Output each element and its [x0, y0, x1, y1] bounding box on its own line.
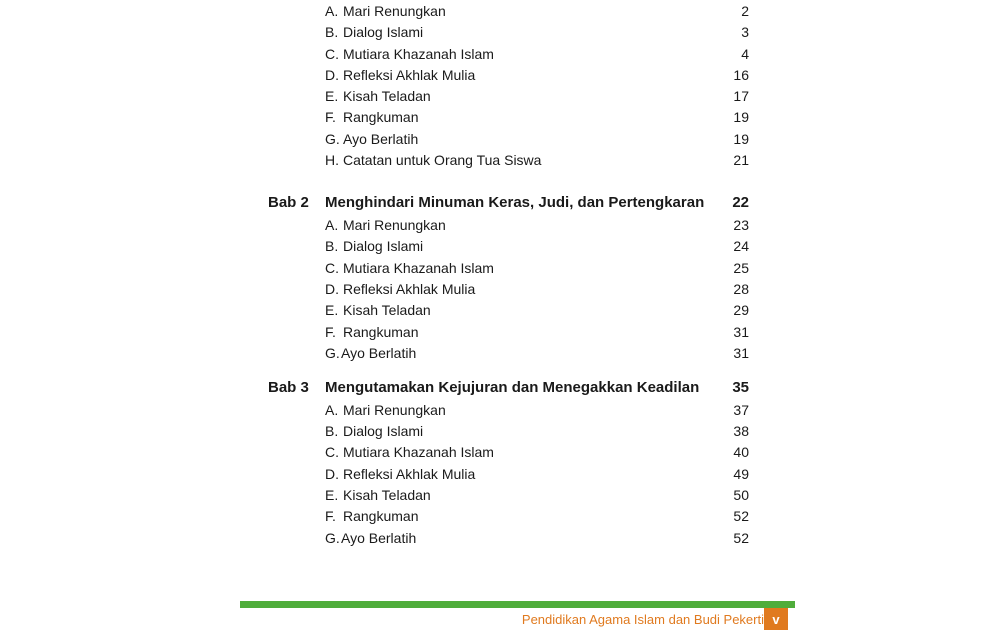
toc-item[interactable]: [0, 299, 1000, 321]
item-letter: G.: [325, 345, 340, 361]
item-title: Refleksi Akhlak Mulia: [343, 466, 476, 482]
item-letter: B.: [325, 24, 339, 40]
item-page: 37: [733, 402, 749, 418]
item-page: 16: [733, 67, 749, 83]
item-page: 19: [733, 109, 749, 125]
item-title: Mutiara Khazanah Islam: [343, 260, 494, 276]
item-letter: G.: [325, 131, 340, 147]
item-letter: E.: [325, 88, 339, 104]
toc-item[interactable]: [0, 85, 1000, 107]
toc-item[interactable]: [0, 321, 1000, 343]
toc-item[interactable]: [0, 420, 1000, 442]
item-title: Catatan untuk Orang Tua Siswa: [343, 152, 542, 168]
toc-item[interactable]: [0, 0, 1000, 22]
toc-item[interactable]: [0, 463, 1000, 485]
chapter-title: Mengutamakan Kejujuran dan Menegakkan Keadilan: [325, 379, 700, 396]
item-letter: B.: [325, 238, 339, 254]
item-page: 28: [733, 281, 749, 297]
item-letter: F.: [325, 109, 336, 125]
item-page: 23: [733, 217, 749, 233]
item-page: 19: [733, 131, 749, 147]
toc-item[interactable]: [0, 106, 1000, 128]
item-letter: B.: [325, 423, 339, 439]
toc-item[interactable]: [0, 257, 1000, 279]
chapter-label: Bab 3: [268, 379, 309, 396]
item-title: Ayo Berlatih: [341, 530, 417, 546]
toc-item[interactable]: [0, 128, 1000, 150]
item-page: 2: [741, 3, 749, 19]
item-letter: G.: [325, 530, 340, 546]
item-page: 4: [741, 46, 749, 62]
toc-item[interactable]: [0, 278, 1000, 300]
toc-item[interactable]: [0, 214, 1000, 236]
chapter-2-heading[interactable]: [0, 192, 1000, 214]
item-letter: C.: [325, 260, 339, 276]
item-letter: F.: [325, 324, 336, 340]
toc-item[interactable]: [0, 21, 1000, 43]
toc-item[interactable]: [0, 441, 1000, 463]
item-title: Dialog Islami: [343, 238, 424, 254]
item-title: Mari Renungkan: [343, 402, 446, 418]
item-page: 52: [733, 508, 749, 524]
item-page: 50: [733, 487, 749, 503]
item-letter: C.: [325, 46, 339, 62]
item-page: 24: [733, 238, 749, 254]
toc-item[interactable]: [0, 342, 1000, 364]
item-title: Kisah Teladan: [343, 487, 431, 503]
chapter-label: Bab 2: [268, 194, 309, 211]
toc-item[interactable]: [0, 149, 1000, 171]
item-title: Rangkuman: [343, 324, 419, 340]
item-page: 17: [733, 88, 749, 104]
item-letter: D.: [325, 466, 339, 482]
item-letter: E.: [325, 302, 339, 318]
item-page: 29: [733, 302, 749, 318]
toc-item[interactable]: [0, 527, 1000, 549]
item-title: Dialog Islami: [343, 423, 424, 439]
item-title: Rangkuman: [343, 109, 419, 125]
chapter-3-heading[interactable]: [0, 377, 1000, 399]
footer-book-title: Pendidikan Agama Islam dan Budi Pekerti: [521, 612, 764, 627]
item-letter: D.: [325, 281, 339, 297]
item-title: Refleksi Akhlak Mulia: [343, 67, 476, 83]
toc-item[interactable]: [0, 399, 1000, 421]
chapter-page: 22: [732, 194, 749, 211]
item-page: 25: [733, 260, 749, 276]
item-title: Refleksi Akhlak Mulia: [343, 281, 476, 297]
item-title: Rangkuman: [343, 508, 419, 524]
toc-item[interactable]: [0, 235, 1000, 257]
item-title: Ayo Berlatih: [343, 131, 419, 147]
chapter-title: Menghindari Minuman Keras, Judi, dan Pertengkaran: [325, 194, 705, 211]
toc-item[interactable]: [0, 505, 1000, 527]
item-letter: F.: [325, 508, 336, 524]
item-page: 52: [733, 530, 749, 546]
toc-item[interactable]: [0, 484, 1000, 506]
item-title: Dialog Islami: [343, 24, 424, 40]
item-title: Kisah Teladan: [343, 88, 431, 104]
item-page: 3: [741, 24, 749, 40]
item-title: Kisah Teladan: [343, 302, 431, 318]
item-letter: A.: [325, 3, 339, 19]
item-page: 38: [733, 423, 749, 439]
item-letter: C.: [325, 444, 339, 460]
toc-item[interactable]: [0, 43, 1000, 65]
item-letter: H.: [325, 152, 339, 168]
item-page: 40: [733, 444, 749, 460]
item-page: 21: [733, 152, 749, 168]
item-title: Mari Renungkan: [343, 217, 446, 233]
item-letter: D.: [325, 67, 339, 83]
item-letter: A.: [325, 402, 339, 418]
footer-page-number: v: [764, 608, 788, 630]
footer-green-bar: [240, 601, 795, 608]
item-page: 49: [733, 466, 749, 482]
chapter-page: 35: [732, 379, 749, 396]
item-title: Mari Renungkan: [343, 3, 446, 19]
item-page: 31: [733, 345, 749, 361]
item-page: 31: [733, 324, 749, 340]
toc-item[interactable]: [0, 64, 1000, 86]
item-letter: A.: [325, 217, 339, 233]
item-letter: E.: [325, 487, 339, 503]
item-title: Ayo Berlatih: [341, 345, 417, 361]
item-title: Mutiara Khazanah Islam: [343, 46, 494, 62]
item-title: Mutiara Khazanah Islam: [343, 444, 494, 460]
